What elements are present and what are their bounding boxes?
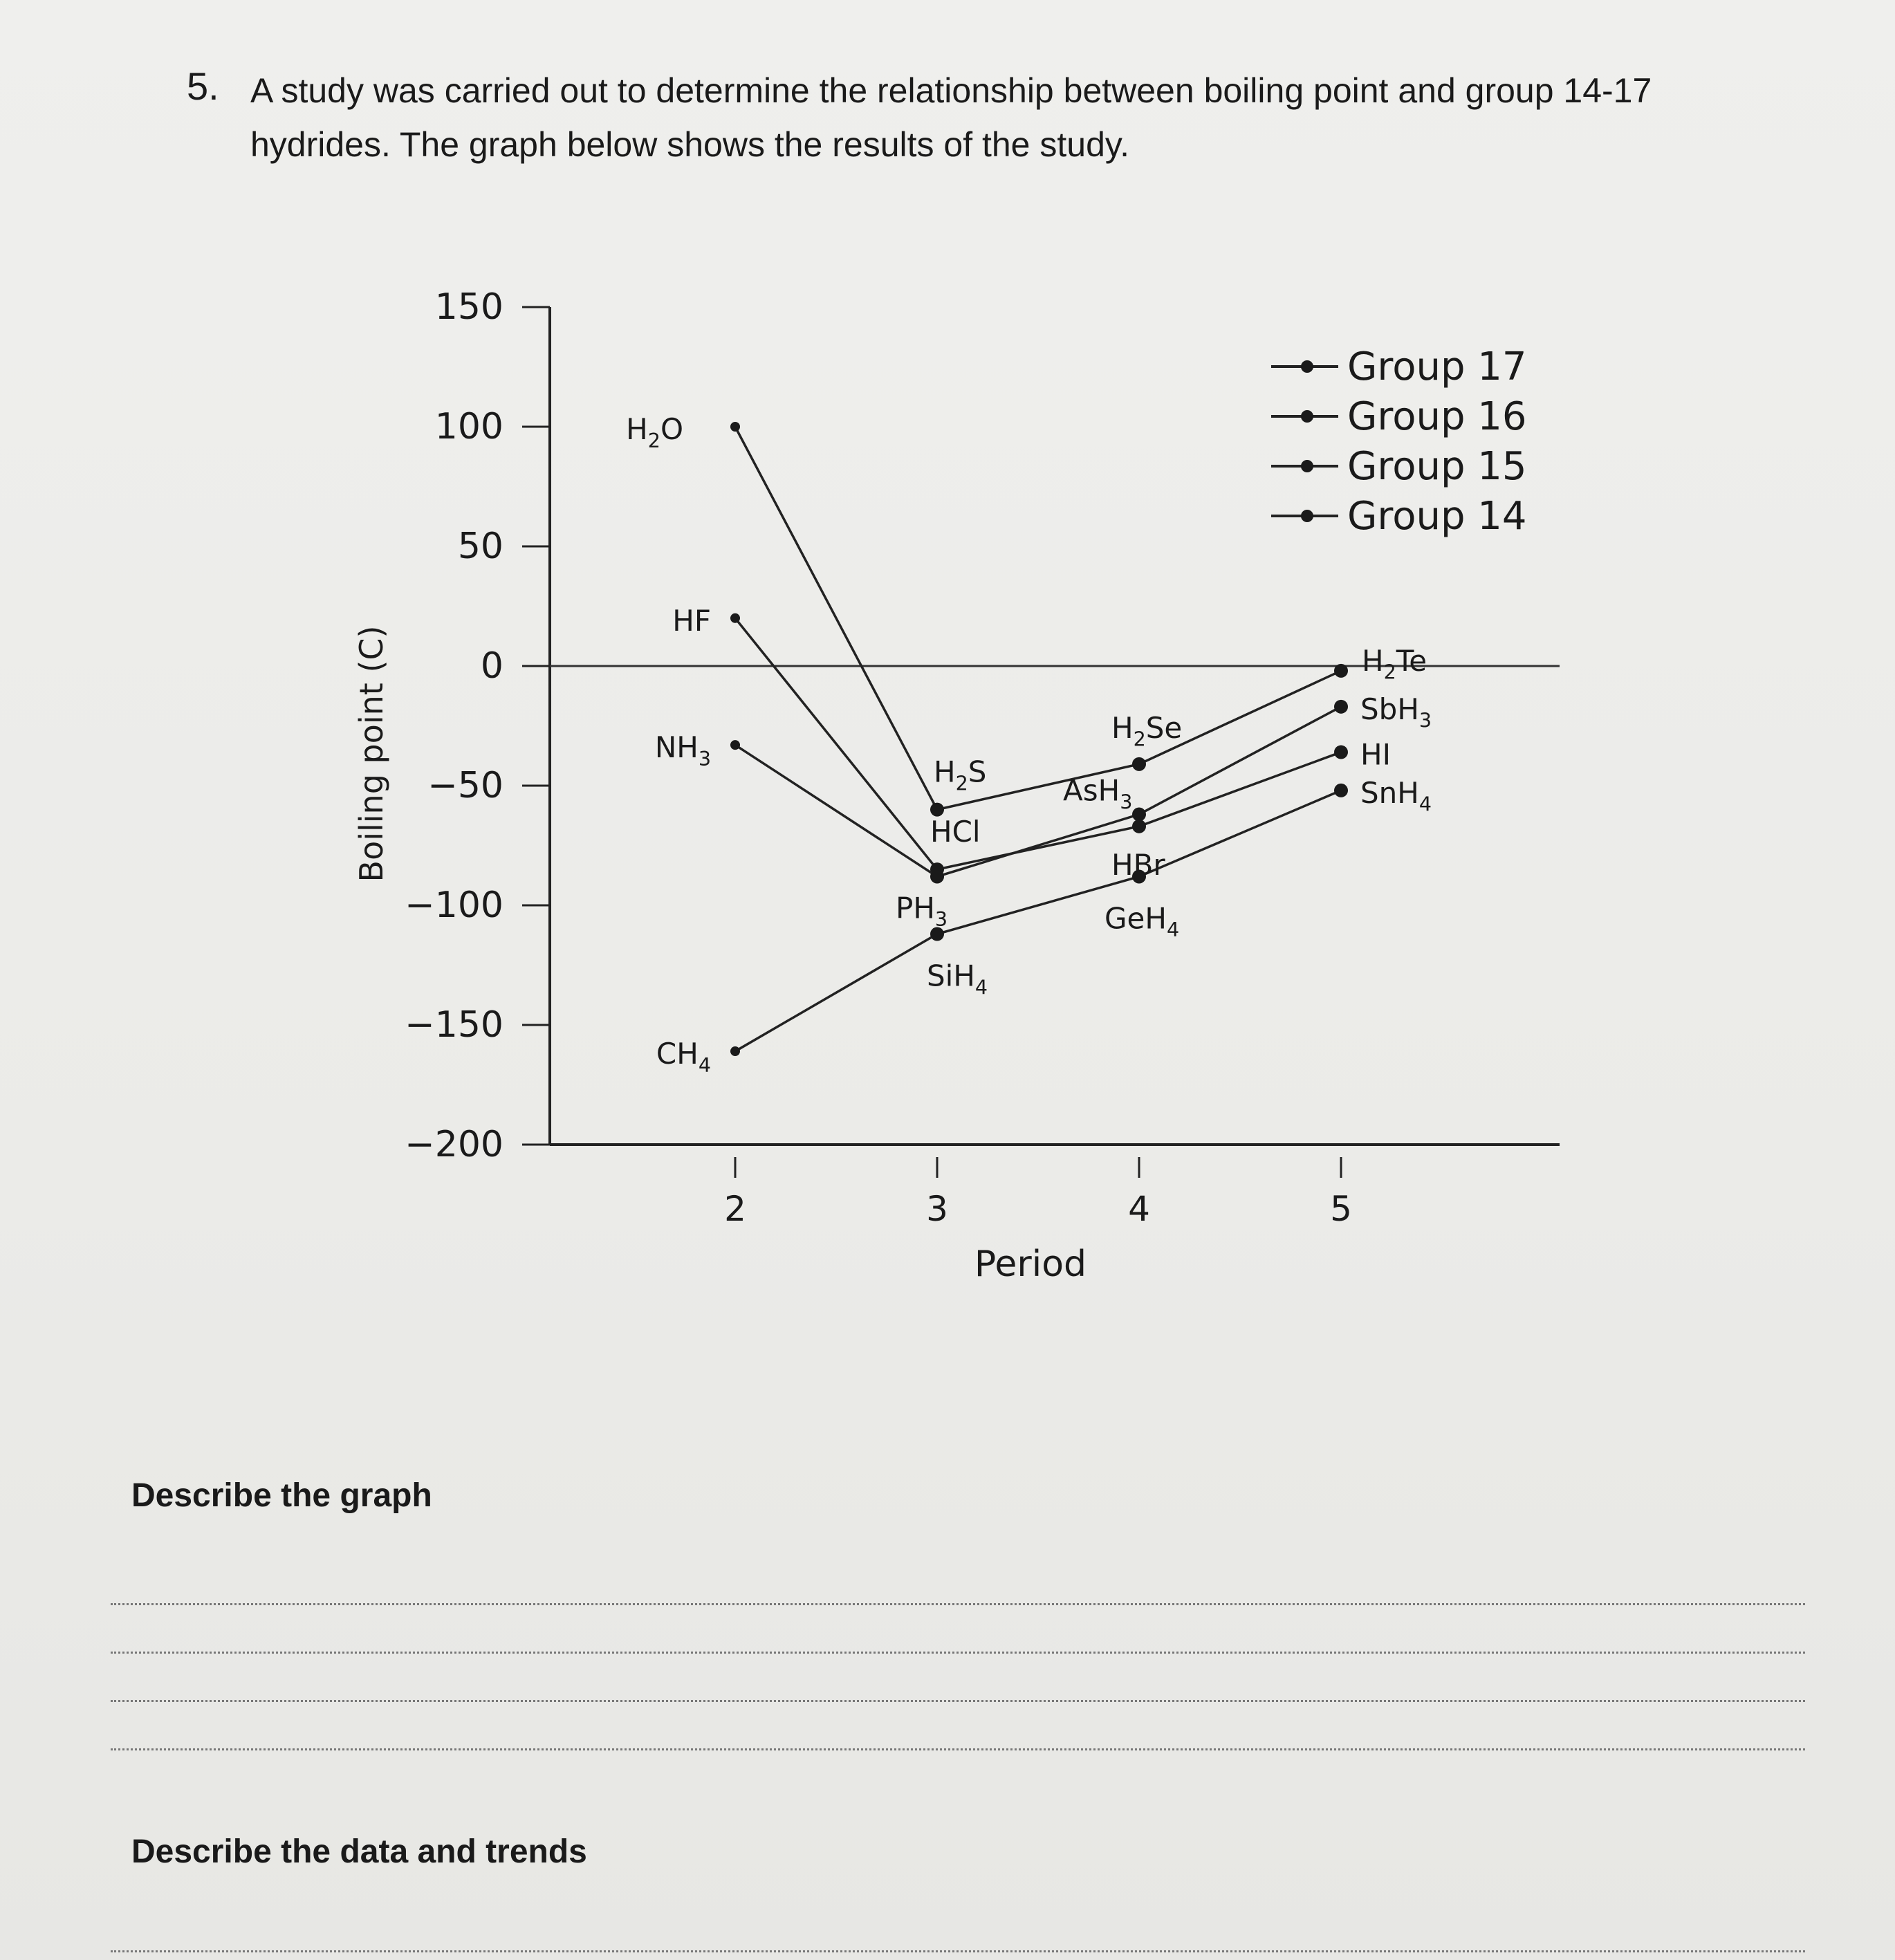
point-label: AsH$_3$ [1063, 773, 1133, 814]
data-point [730, 613, 740, 623]
data-point [1334, 700, 1348, 714]
y-tick-label: 150 [434, 286, 503, 328]
point-label: $H_2O$ [626, 412, 683, 452]
point-label: $CH_4$ [656, 1037, 711, 1077]
y-tick-label: 0 [480, 645, 503, 687]
point-label: $H_2Se$ [1111, 710, 1183, 751]
series-line [735, 618, 1341, 869]
data-point [1132, 757, 1146, 771]
x-tick-label: 3 [926, 1189, 948, 1229]
data-point [730, 740, 740, 750]
data-point [1334, 746, 1348, 759]
point-label: $H_2S$ [934, 755, 987, 795]
chart-series [730, 422, 1348, 1056]
legend-marker [1301, 410, 1313, 423]
data-point [1334, 784, 1348, 797]
answer-line[interactable] [111, 1748, 1805, 1750]
series-line [735, 427, 1341, 810]
point-label: $NH_3$ [654, 730, 711, 770]
data-point [730, 1046, 740, 1056]
y-tick-label: −50 [427, 765, 503, 806]
legend-label: Group 14 [1347, 494, 1527, 539]
y-axis-title: Boiling point (C) [353, 625, 390, 882]
question-line-1: A study was carried out to determine the relationship between boiling point and group 14-17 [250, 71, 1652, 110]
answer-line[interactable] [111, 1603, 1805, 1605]
point-label: SbH$_3$ [1360, 692, 1432, 732]
point-label: HCl [930, 815, 981, 849]
chart-legend [1271, 344, 1527, 539]
y-tick-label: −150 [405, 1004, 503, 1046]
y-tick-label: −200 [405, 1124, 503, 1165]
question-line-2: hydrides. The graph below shows the results of the study. [250, 125, 1130, 164]
legend-label: Group 15 [1347, 444, 1527, 489]
question-number: 5. [187, 64, 219, 108]
point-label: $H_2Te$ [1362, 643, 1427, 684]
answer-line[interactable] [111, 1950, 1805, 1952]
point-label: HI [1360, 737, 1391, 772]
legend-marker [1301, 460, 1313, 472]
legend-label: Group 16 [1347, 394, 1527, 439]
y-tick-label: −100 [405, 885, 503, 926]
data-point [1132, 820, 1146, 833]
legend-marker [1301, 360, 1313, 373]
legend-label: Group 17 [1347, 344, 1527, 389]
x-axis-title: Period [974, 1244, 1087, 1285]
point-label: $PH_3$ [896, 891, 948, 932]
answer-line[interactable] [111, 1700, 1805, 1702]
data-point [1334, 664, 1348, 678]
answer-line[interactable] [111, 1652, 1805, 1654]
point-label: SnH$_4$ [1360, 775, 1432, 816]
describe-data-heading: Describe the data and trends [131, 1833, 587, 1870]
point-label: HBr [1111, 847, 1165, 882]
point-label: GeH$_4$ [1104, 901, 1180, 942]
data-point [730, 422, 740, 432]
point-label: HF [672, 603, 711, 638]
describe-graph-heading: Describe the graph [131, 1477, 432, 1514]
x-tick-label: 2 [724, 1189, 746, 1229]
y-tick-label: 100 [434, 406, 503, 447]
x-tick-label: 4 [1128, 1189, 1150, 1229]
legend-marker [1301, 510, 1313, 522]
point-label: SiH$_4$ [927, 959, 988, 999]
data-point [930, 869, 944, 883]
data-point [1132, 808, 1146, 822]
y-tick-label: 50 [457, 526, 503, 567]
series-line [735, 791, 1341, 1051]
x-tick-label: 5 [1330, 1189, 1352, 1229]
